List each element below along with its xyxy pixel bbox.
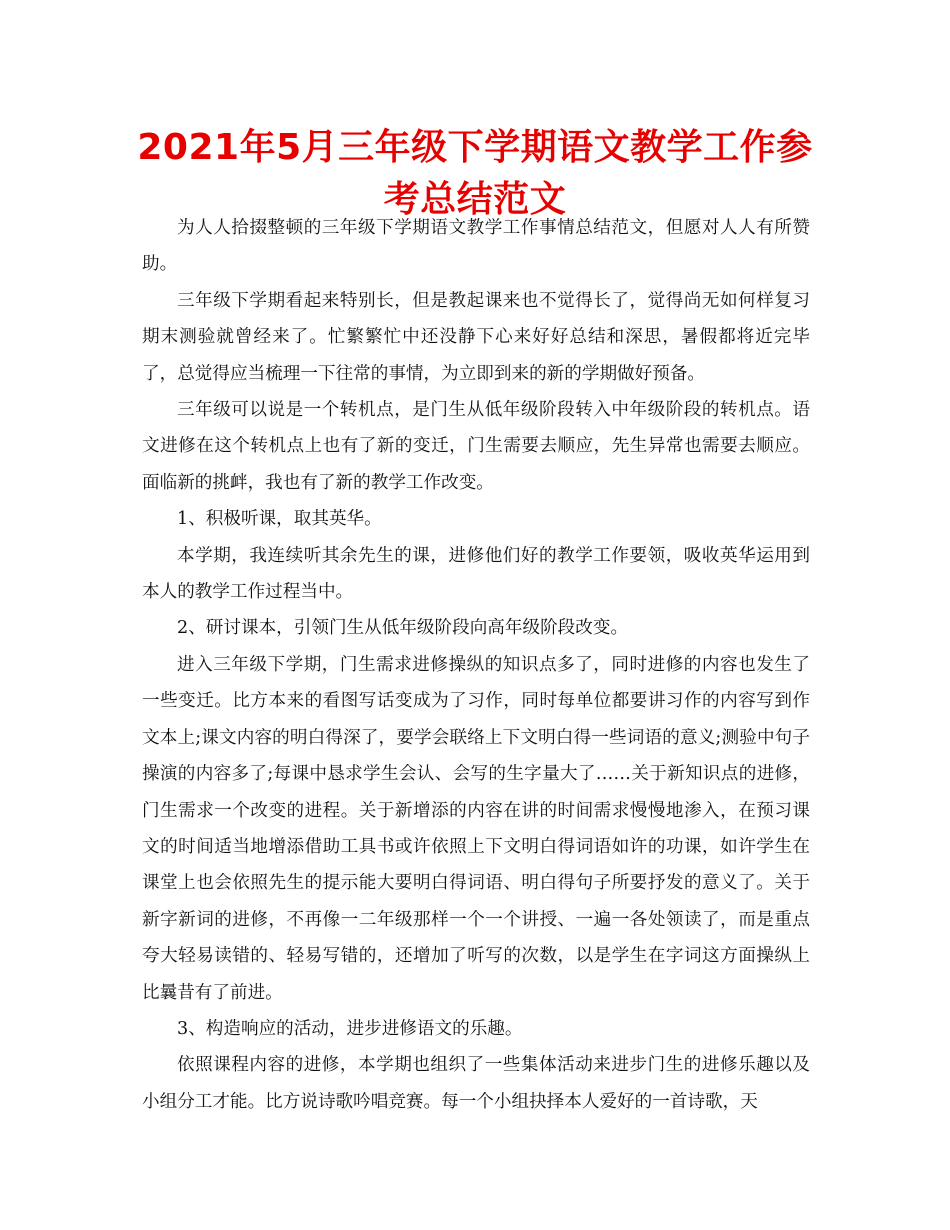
paragraph-section-2: 进入三年级下学期，门生需求进修操纵的知识点多了，同时进修的内容也发生了一些变迁。比方本来的看图写话变成为了习作，同时每单位都要讲习作的内容写到作文本上;课文内容的明白得深了，要学会联络上下文明白得一些词语的意义;测验中句子操演的内容多了;每课中恳求学生会认、会写的生字量大了……关于新知识点的进修，门生需求一个改变的进程。关于新增添的内容在讲的时间需求慢慢地渗入，在预习课文的时间适当地增添借助工具书或许依照上下文明白得词语如许的功课，如许学生在课堂上也会依照先生的提示能大要明白得词语、明白得句子所要抒发的意义了。关于新字新词的进修，不再像一二年级那样一个一个讲授、一遍一各处领读了，而是重点夸大轻易读错的、轻易写错的，还增加了听写的次数，以是学生在字词这方面操纵上比曩昔有了前进。: [142, 654, 810, 1003]
section-heading-3: 3、构造响应的活动，进步进修语文的乐趣。: [177, 1018, 523, 1039]
paragraph-turning-point: 三年级可以说是一个转机点，是门生从低年级阶段转入中年级阶段的转机点。语文进修在这个转机点上也有了新的变迁，门生需要去顺应，先生异常也需要去顺应。面临新的挑衅，我也有了新的教学工作改变。: [142, 400, 810, 493]
paragraph-reflection: 三年级下学期看起来特别长，但是教起课来也不觉得长了，觉得尚无如何样复习期末测验就曾经来了。忙繁繁忙中还没静下心来好好总结和深思，暑假都将近完毕了，总觉得应当梳理一下往常的事情，为立即到来的新的学期做好预备。: [142, 290, 810, 384]
document-body: [142, 210, 810, 1120]
paragraph-section-3: 依照课程内容的进修，本学期也组织了一些集体活动来进步门生的进修乐趣以及小组分工才能。比方说诗歌吟唱竞赛。每一个小组抉择本人爱好的一首诗歌，天: [142, 1055, 810, 1112]
section-heading-2: 2、研讨课本，引领门生从低年级阶段向高年级阶段改变。: [177, 618, 629, 639]
paragraph-intro: 为人人拾掇整顿的三年级下学期语文教学工作事情总结范文，但愿对人人有所赞助。: [142, 218, 810, 275]
paragraph-section-1: 本学期，我连续听其余先生的课，进修他们好的教学工作要领，吸收英华运用到本人的教学工作过程当中。: [142, 545, 810, 603]
section-heading-1: 1、积极听课，取其英华。: [177, 509, 382, 530]
document-title: 2021年5月三年级下学期语文教学工作参考总结范文: [137, 127, 813, 220]
